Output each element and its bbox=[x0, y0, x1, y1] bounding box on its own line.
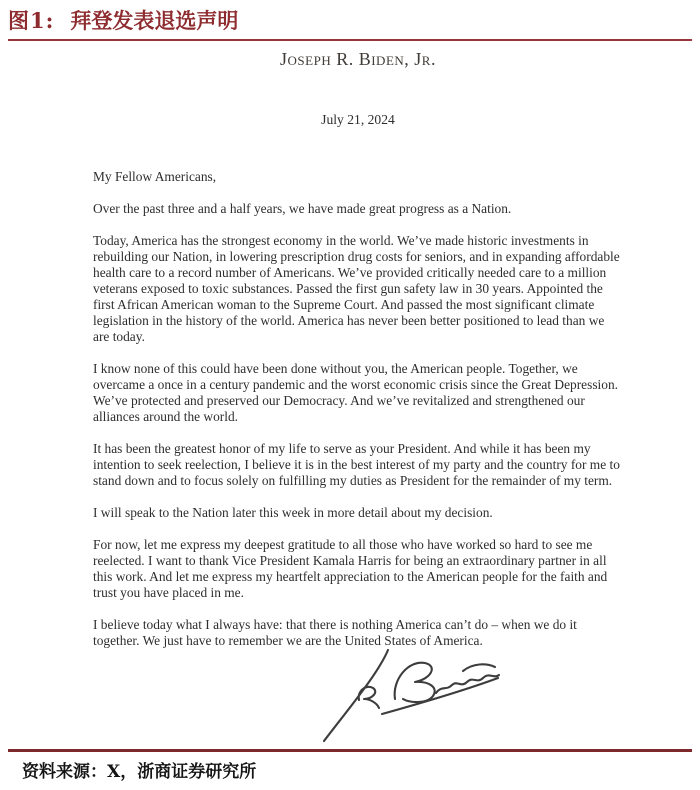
source-note: 资料来源：X，浙商证券研究所 bbox=[22, 762, 257, 782]
letter-paragraph: I will speak to the Nation later this week in more detail about my decision. bbox=[93, 505, 493, 520]
letter-paragraph: For now, let me express my deepest gratitude to all those who have worked so hard to see me reelected. I want to thank Vice President Kamala Harris for being an extraordinary partner in all this work. And let me express my heartfelt appreciation to the American people for the faith and trust you have placed in me. bbox=[93, 537, 608, 600]
letter-paragraph: I know none of this could have been done without you, the American people. Together, we overcame a once in a century pandemic and the worst economic crisis since the Great Depression. We’ve protected and preserved our Democracy. And we’ve revitalized and strengthened our alliances around the world. bbox=[93, 361, 619, 424]
figure-title bbox=[8, 5, 238, 35]
figure-name: 拜登发表退选声明 bbox=[70, 8, 239, 33]
letter-scan bbox=[93, 46, 623, 649]
figure-label: 图1: bbox=[8, 8, 55, 33]
letterhead: Joseph R. Biden, Jr. bbox=[280, 49, 436, 69]
letter-paragraph: I believe today what I always have: that there is nothing America can’t do – when we do it together. We just have to remember we are the United States of America. bbox=[93, 617, 577, 648]
salutation: My Fellow Americans, bbox=[93, 169, 217, 184]
letter-paragraph: It has been the greatest honor of my life to serve as your President. And while it has been my intention to seek reelection, I believe it is in the best interest of my party and the country for me to stand down and to focus solely on fulfilling my duties as President for the remainder of my term. bbox=[93, 441, 620, 488]
biden-signature-icon bbox=[318, 648, 582, 748]
letter-date: July 21, 2024 bbox=[321, 112, 395, 127]
signature-svg bbox=[318, 648, 582, 748]
letter-paragraph: Today, America has the strongest economy in the world. We’ve made historic investments in rebuilding our Nation, in lowering prescription drug costs for seniors, and in expanding affordable health care to a record number of Americans. We’ve provided critically needed care to a million veterans exposed to toxic substances. Passed the first gun safety law in 30 years. Appointed the first African American woman to the Supreme Court. And passed the most significant climate legislation in the history of the world. America has never been better positioned to lead than we are today. bbox=[93, 233, 620, 344]
header-rule bbox=[8, 39, 692, 41]
footer-rule bbox=[8, 749, 692, 752]
letter-paragraph: Over the past three and a half years, we have made great progress as a Nation. bbox=[93, 201, 512, 216]
letter-body bbox=[93, 201, 623, 649]
